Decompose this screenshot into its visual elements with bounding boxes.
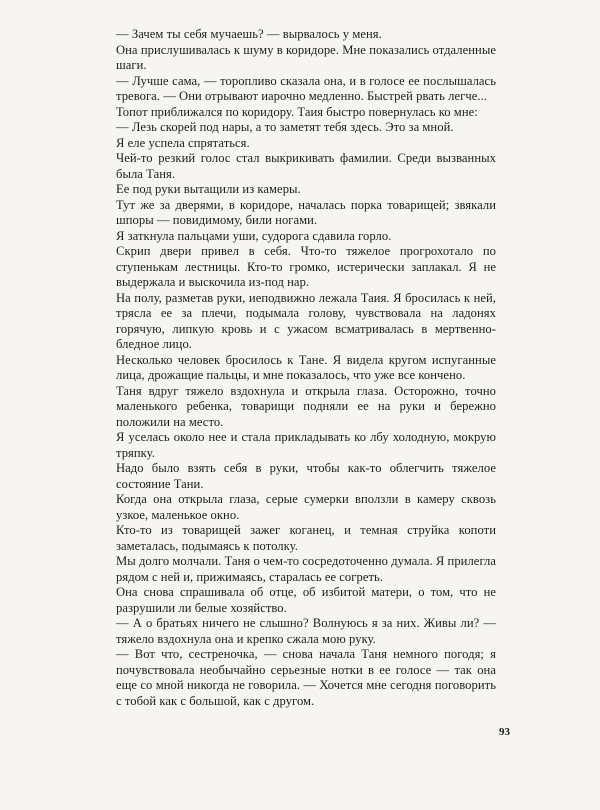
- paragraph: На полу, разметав руки, иеподвижно лежала Таия. Я бросилась к ней, трясла ее за плечи, подымала голову, чувствовала на ладонях горячую, липкую кровь и с ужасом всматривалась в мертвенно-бледное лицо.: [116, 290, 496, 351]
- paragraph: — Вот что, сестреночка, — снова начала Таня немного погодя; я почувствовала необычайно серьезные нотки в ее голосе — так она еще со мной никогда не говорила. — Хочется мне сегодня поговорить с тобой как с большой, как с другом.: [116, 647, 496, 708]
- paragraph: Мы долго молчали. Таня о чем-то сосредоточенно думала. Я прилегла рядом с ней и, прижимаясь, старалась ее согреть.: [116, 554, 496, 584]
- paragraph: Она снова спрашивала об отце, об избитой матери, о том, что не разрушили ли белые хозяйство.: [116, 585, 496, 615]
- body-text: [116, 27, 496, 709]
- paragraph: Когда она открыла глаза, серые сумерки вползли в камеру сквозь узкое, маленькое окно.: [116, 492, 496, 522]
- paragraph: Топот приближался по коридору. Таия быстро повернулась ко мне:: [116, 104, 478, 119]
- paragraph: Я заткнула пальцами уши, судорога сдавила горло.: [116, 228, 392, 243]
- paragraph: Кто-то из товарищей зажег коганец, и темная струйка копоти заметалась, подымаясь к потолку.: [116, 523, 496, 553]
- page-number: 93: [499, 726, 510, 738]
- paragraph: — А о братьях ничего не слышно? Волнуюсь я за них. Живы ли? — тяжело вздохнула она и крепко сжала мою руку.: [116, 616, 496, 646]
- paragraph: Я еле успела спрятаться.: [116, 135, 250, 150]
- paragraph: Скрип двери привел в себя. Что-то тяжелое прогрохотало по ступенькам лестницы. Кто-то громко, истерически заплакал. Я не выдержала и выскочила из-под нар.: [116, 244, 496, 289]
- paragraph: — Зачем ты себя мучаешь? — вырвалось у меня.: [116, 27, 382, 41]
- paragraph: Надо было взять себя в руки, чтобы как-то облегчить тяжелое состояние Тани.: [116, 461, 496, 491]
- paragraph: Я уселась около нее и стала прикладывать ко лбу холодную, мокрую тряпку.: [116, 430, 496, 460]
- paragraph: Тут же за дверями, в коридоре, началась порка товарищей; звякали шпоры — повидимому, били ногами.: [116, 197, 496, 227]
- paragraph: Несколько человек бросилось к Тане. Я видела кругом испуганные лица, дрожащие пальцы, и мне показалось, что уже все кончено.: [116, 352, 496, 382]
- paragraph: Чей-то резкий голос стал выкрикивать фамилии. Среди вызванных была Таня.: [116, 151, 496, 181]
- paragraph: — Лучше сама, — торопливо сказала она, и в голосе ее послышалась тревога. — Они отрывают иарочно медленно. Быстрей рвать легче...: [116, 73, 496, 103]
- paragraph: Она прислушивалась к шуму в коридоре. Мне показались отдаленные шаги.: [116, 42, 496, 72]
- paragraph: Ее под руки вытащили из камеры.: [116, 182, 301, 196]
- paragraph: Таня вдруг тяжело вздохнула и открыла глаза. Осторожно, точно маленького ребенка, товарищи подняли ее на руки и бережно положили на место.: [116, 383, 496, 429]
- paragraph: — Лезь скорей под нары, а то заметят тебя здесь. Это за мной.: [116, 120, 454, 134]
